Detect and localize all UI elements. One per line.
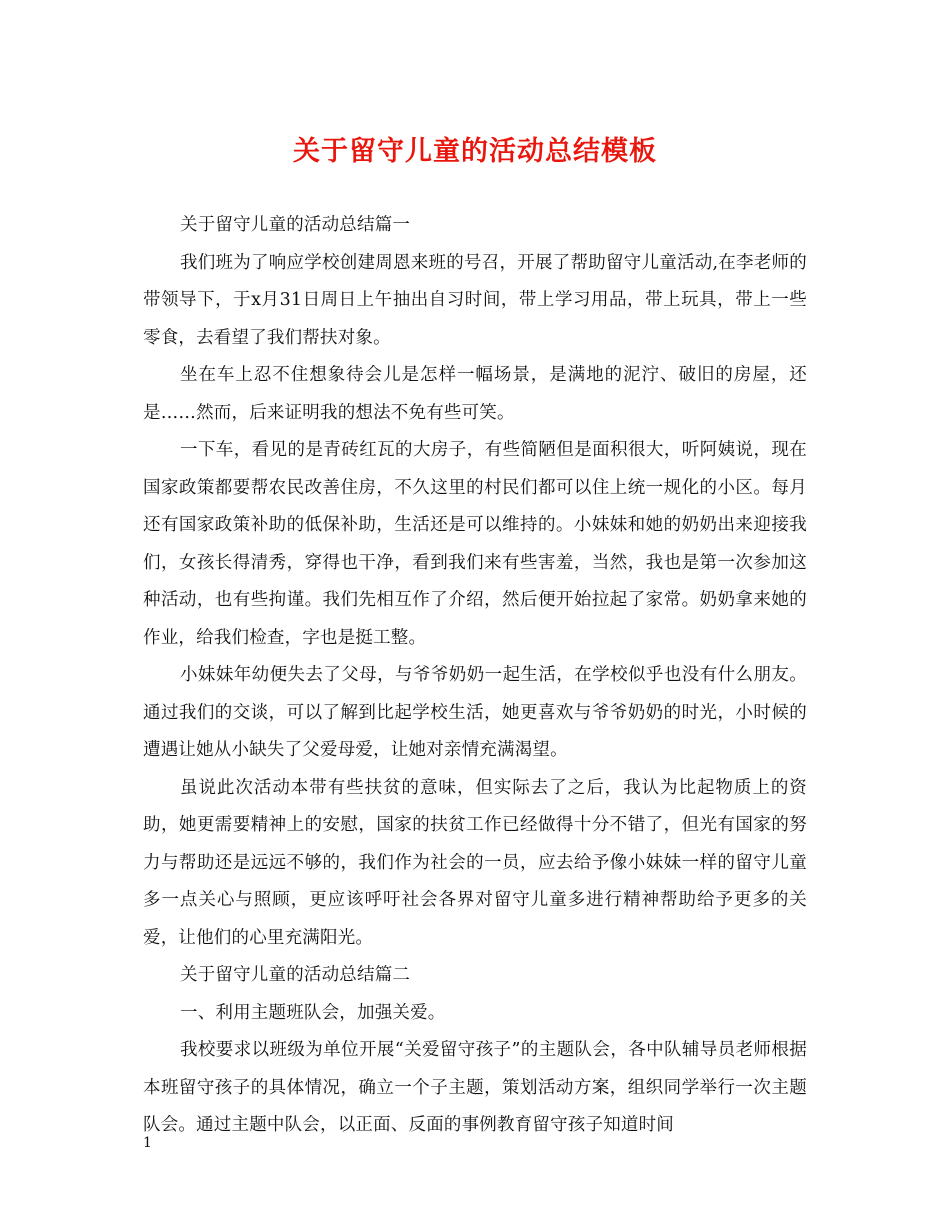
section-heading-1: 关于留守儿童的活动总结篇一 [180, 215, 411, 235]
paragraph: 我们班为了响应学校创建周恩来班的号召，开展了帮助留守儿童活动,在李老师的带领导下，于x月31日周日上午抽出自习时间，带上学习用品，带上玩具，带上一些零食，去看望了我们帮扶对象。 [143, 252, 807, 348]
subsection-heading: 一、利用主题班队会，加强关爱。 [180, 1002, 446, 1023]
paragraph: 一下车，看见的是青砖红瓦的大房子，有些简陋但是面积很大，听阿姨说，现在国家政策都要帮农民改善住房，不久这里的村民们都可以住上统一规化的小区。每月还有国家政策补助的低保补助，生活还是可以维持的。小妹妹和她的奶奶出来迎接我们，女孩长得清秀，穿得也干净，看到我们来有些害羞，当然，我也是第一次参加这种活动，也有些拘谨。我们先相互作了介绍，然后便开始拉起了家常。奶奶拿来她的作业，给我们检查，字也是挺工整。 [143, 440, 807, 648]
document-title: 关于留守儿童的活动总结模板 [293, 136, 657, 167]
paragraph: 我校要求以班级为单位开展“关爱留守孩子”的主题队会，各中队辅导员老师根据本班留守孩子的具体情况，确立一个子主题，策划活动方案，组织同学举行一次主题队会。通过主题中队会，以正面、反面的事例教育留守孩子知道时间 [143, 1040, 807, 1135]
section-heading-2: 关于留守儿童的活动总结篇二 [180, 965, 411, 985]
paragraph: 小妹妹年幼便失去了父母，与爷爷奶奶一起生活，在学校似乎也没有什么朋友。通过我们的交谈，可以了解到比起学校生活，她更喜欢与爷爷奶奶的时光，小时候的遭遇让她从小缺失了父爱母爱，让她对亲情充满渴望。 [143, 665, 807, 760]
document-body [143, 207, 807, 1145]
paragraph: 虽说此次活动本带有些扶贫的意味，但实际去了之后，我认为比起物质上的资助，她更需要精神上的安慰，国家的扶贫工作已经做得十分不错了，但光有国家的努力与帮助还是远远不够的，我们作为社会的一员，应去给予像小妹妹一样的留守儿童多一点关心与照顾，更应该呼吁社会各界对留守儿童多进行精神帮助给予更多的关爱，让他们的心里充满阳光。 [143, 777, 807, 948]
paragraph: 坐在车上忍不住想象待会儿是怎样一幅场景，是满地的泥泞、破旧的房屋，还是……然而，后来证明我的想法不免有些可笑。 [143, 365, 807, 423]
page-number: 1 [143, 1135, 152, 1151]
